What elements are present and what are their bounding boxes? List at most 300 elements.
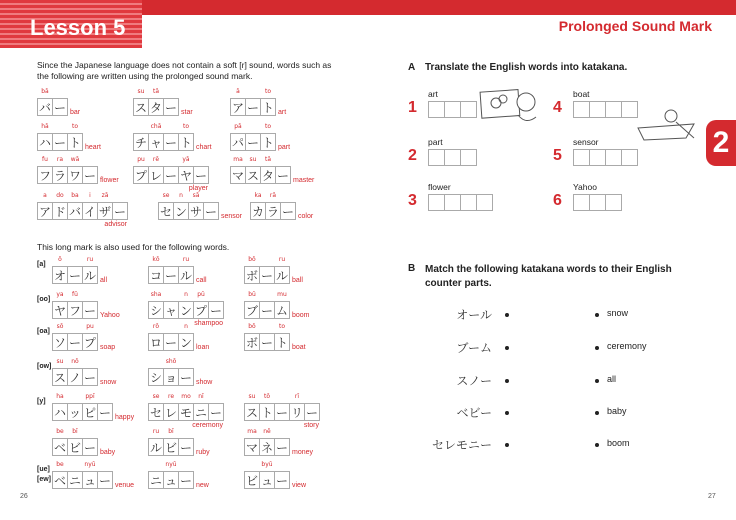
character-cell [178, 291, 194, 319]
match-dot-left[interactable] [505, 443, 509, 447]
character-cell [67, 291, 83, 319]
english-word: new [196, 482, 209, 489]
katakana-item: オール [456, 308, 492, 322]
katakana-char: ッ [68, 405, 81, 420]
katakana-char: マ [245, 440, 258, 455]
reading: bī [168, 428, 174, 435]
english-item: ceremony [607, 341, 647, 351]
character-cell [148, 123, 164, 151]
character-cell [265, 192, 281, 220]
katakana-char: ト [261, 135, 274, 150]
character-cell [67, 403, 83, 421]
katakana-char: ー [164, 100, 177, 115]
answer-box[interactable] [444, 149, 461, 166]
katakana-item: ベビー [456, 406, 492, 420]
english-word: heart [85, 144, 101, 151]
character-cell [275, 166, 291, 184]
reading: shō [165, 358, 177, 365]
item-word: flower [428, 182, 451, 192]
katakana-char: バ [68, 204, 81, 219]
answer-boxes [573, 149, 637, 166]
answer-box[interactable] [589, 101, 606, 118]
reading: tā [152, 88, 160, 95]
reading: to [71, 123, 79, 130]
katakana-word [244, 428, 314, 456]
katakana-char: ー [83, 370, 96, 385]
katakana-word [148, 428, 210, 456]
reading: sha [150, 291, 162, 298]
katakana-char: オ [53, 268, 66, 283]
reading: ppī [85, 393, 95, 400]
english-word: money [292, 449, 314, 456]
english-word: ball [292, 277, 303, 284]
sound-group-label: [ue] [ew] [37, 466, 51, 483]
english-word: color [298, 213, 314, 220]
katakana-char: ト [275, 335, 288, 350]
match-dot-right[interactable] [595, 379, 599, 383]
reading: mo [181, 393, 191, 400]
reading: to [264, 123, 272, 130]
character-cell [163, 133, 179, 151]
character-cell [67, 156, 83, 184]
character-cell [52, 291, 68, 319]
katakana-char: ト [261, 100, 274, 115]
reading: to [264, 88, 272, 95]
exercise-a-letter: A [408, 62, 416, 73]
katakana-item: ブーム [456, 341, 492, 355]
character-cell [244, 291, 260, 319]
character-cell [52, 98, 68, 116]
katakana-char: ー [179, 473, 192, 488]
character-cell [52, 461, 68, 489]
character-cell [259, 266, 275, 284]
katakana-char: ニ [149, 473, 162, 488]
answer-box[interactable] [605, 194, 622, 211]
character-cell [163, 166, 179, 184]
reading: ru [86, 256, 94, 263]
katakana-char: ー [164, 135, 177, 150]
character-cell [97, 471, 113, 489]
reading: rā [269, 192, 277, 199]
item-word: boat [573, 89, 590, 99]
match-dot-left[interactable] [505, 346, 509, 350]
character-cell [67, 266, 83, 284]
katakana-char: ー [305, 405, 318, 420]
katakana-char: ル [83, 268, 96, 283]
character-cell [67, 428, 83, 456]
character-cell [148, 428, 164, 456]
character-cell [230, 156, 246, 184]
katakana-char: タ [149, 100, 162, 115]
reading: rō [152, 323, 160, 330]
item-number: 1 [408, 99, 417, 116]
katakana-item: スノー [456, 374, 492, 388]
character-cell [37, 88, 53, 116]
reading: be [56, 428, 64, 435]
answer-box[interactable] [573, 101, 590, 118]
katakana-char: ソ [53, 335, 66, 350]
reading: be [56, 461, 64, 468]
item-number: 2 [408, 147, 417, 164]
katakana-char: ョ [164, 370, 177, 385]
character-cell [173, 192, 189, 220]
katakana-char: ー [260, 303, 273, 318]
character-cell [250, 192, 266, 220]
katakana-char: ラ [266, 204, 279, 219]
katakana-word [52, 358, 117, 386]
sound-group-label: [oo] [37, 296, 51, 303]
katakana-char: セ [149, 405, 162, 420]
exercise-a-title: Translate the English words into katakana. [425, 62, 628, 73]
character-cell [274, 256, 290, 284]
katakana-char: ー [113, 204, 126, 219]
katakana-char: リ [290, 405, 303, 420]
character-cell [259, 461, 275, 489]
reading: se [152, 393, 160, 400]
reading: rē [152, 156, 160, 163]
english-word: chart [196, 144, 212, 151]
character-cell [244, 393, 260, 421]
katakana-word [133, 156, 208, 192]
character-cell [82, 438, 98, 456]
answer-box[interactable] [428, 149, 445, 166]
reading: fū [72, 291, 78, 298]
katakana-word [148, 461, 209, 489]
katakana-char: ロ [149, 335, 162, 350]
character-cell [82, 461, 98, 489]
character-cell [148, 156, 164, 184]
katakana-char: ー [194, 168, 207, 183]
reading: ba [71, 192, 79, 199]
reading: su [56, 358, 64, 365]
character-cell [245, 156, 261, 184]
english-word: boat [292, 344, 306, 351]
reading: chā [150, 123, 162, 130]
katakana-char: ベ [53, 440, 66, 455]
chapter-tab[interactable]: 2 [706, 120, 736, 166]
character-cell [82, 323, 98, 351]
character-cell [163, 393, 179, 421]
item-number: 5 [553, 147, 562, 164]
match-dot-left[interactable] [505, 411, 509, 415]
katakana-char: ー [179, 440, 192, 455]
answer-box[interactable] [605, 101, 622, 118]
character-cell [37, 156, 53, 184]
answer-box[interactable] [444, 194, 461, 211]
katakana-char: ー [98, 473, 111, 488]
character-cell [82, 166, 98, 184]
answer-box[interactable] [460, 101, 477, 118]
english-word: call [196, 277, 207, 284]
match-dot-right[interactable] [595, 346, 599, 350]
english-word: baby [100, 449, 116, 456]
reading: kō [152, 256, 160, 263]
answer-box[interactable] [476, 194, 493, 211]
katakana-char: バ [38, 100, 51, 115]
katakana-char: シ [149, 370, 162, 385]
answer-boxes [573, 194, 621, 211]
english-word: bar [70, 109, 81, 116]
english-item: all [607, 374, 617, 384]
english-word: loan [196, 344, 210, 351]
reading: ma [233, 156, 243, 163]
katakana-char: ワ [68, 168, 81, 183]
reading: nī [198, 393, 204, 400]
english-word: venue [115, 482, 135, 489]
character-cell [52, 192, 68, 220]
character-cell [274, 291, 290, 319]
character-cell [178, 256, 194, 284]
character-cell [148, 471, 164, 489]
reading: byū [261, 461, 273, 468]
character-cell [274, 438, 290, 456]
item-word: part [428, 137, 443, 147]
english-word: shampoo [194, 320, 223, 327]
character-cell [97, 403, 113, 421]
katakana-char: フ [68, 303, 81, 318]
katakana-char: ー [246, 100, 259, 115]
reading: bā [41, 88, 49, 95]
reading: pū [197, 291, 205, 298]
english-word: ceremony [192, 422, 223, 429]
reading: ru [182, 256, 190, 263]
katakana-word [158, 192, 243, 220]
reading: su [248, 393, 256, 400]
english-item: baby [607, 406, 627, 416]
character-cell [259, 393, 275, 421]
katakana-word [52, 428, 116, 456]
character-cell [244, 428, 260, 456]
reading: ka [254, 192, 262, 199]
katakana-char: ア [231, 100, 244, 115]
item-number: 4 [553, 99, 562, 116]
character-cell [163, 301, 179, 319]
reading: yā [182, 156, 190, 163]
english-word: star [181, 109, 193, 116]
character-cell [289, 393, 305, 421]
character-cell [178, 156, 194, 184]
katakana-word [52, 461, 135, 489]
character-cell [274, 471, 290, 489]
katakana-char: ス [53, 370, 66, 385]
answer-box[interactable] [428, 101, 445, 118]
character-cell [37, 192, 53, 220]
katakana-char: ラ [53, 168, 66, 183]
english-word: soap [100, 344, 116, 351]
reading: bō [248, 256, 256, 263]
character-cell [163, 266, 179, 284]
katakana-word [244, 323, 306, 351]
character-cell [52, 358, 68, 386]
reading: nyū [84, 461, 96, 468]
character-cell [67, 358, 83, 386]
section-title: Prolonged Sound Mark [558, 18, 712, 34]
katakana-char: プ [134, 168, 147, 183]
lesson-tab [0, 0, 142, 48]
character-cell [208, 301, 224, 319]
reading: tō [263, 393, 271, 400]
katakana-word [133, 123, 212, 151]
exercise-b-letter: B [408, 263, 416, 274]
katakana-char: ビ [68, 440, 81, 455]
character-cell [148, 291, 164, 319]
katakana-char: ュ [260, 473, 273, 488]
character-cell [163, 461, 179, 489]
katakana-word [244, 461, 307, 489]
katakana-char: ヤ [179, 168, 192, 183]
katakana-word [37, 123, 101, 151]
item-number: 6 [553, 192, 562, 209]
reading: pā [234, 123, 242, 130]
katakana-char: イ [83, 204, 96, 219]
answer-box[interactable] [605, 149, 622, 166]
answer-boxes [428, 149, 476, 166]
katakana-char: ー [83, 440, 96, 455]
character-cell [259, 428, 275, 456]
reading: ha [56, 393, 64, 400]
katakana-word [244, 393, 319, 429]
katakana-char: ム [275, 303, 288, 318]
katakana-char: ブ [245, 303, 258, 318]
katakana-char: ヤ [53, 303, 66, 318]
match-dot-right[interactable] [595, 443, 599, 447]
reading: bū [248, 291, 256, 298]
sound-group-label: [a] [37, 261, 46, 268]
reading: ma [247, 428, 257, 435]
english-word: snow [100, 379, 117, 386]
character-cell [82, 192, 98, 220]
match-dot-right[interactable] [595, 313, 599, 317]
item-word: sensor [573, 137, 599, 147]
boat-illustration [636, 108, 698, 144]
character-cell [244, 256, 260, 284]
katakana-char: ー [275, 440, 288, 455]
katakana-char: ー [164, 168, 177, 183]
answer-box[interactable] [621, 149, 638, 166]
character-cell [178, 393, 194, 421]
katakana-char: ハ [38, 135, 51, 150]
match-dot-left[interactable] [505, 313, 509, 317]
character-cell [188, 192, 204, 220]
katakana-char: ャ [149, 135, 162, 150]
character-cell [304, 403, 320, 421]
katakana-char: ー [209, 303, 222, 318]
reading: bī [72, 428, 78, 435]
item-number: 3 [408, 192, 417, 209]
katakana-word [230, 88, 287, 116]
katakana-char: ー [260, 268, 273, 283]
katakana-char: ー [98, 405, 111, 420]
katakana-char: ニ [194, 405, 207, 420]
answer-box[interactable] [573, 149, 590, 166]
character-cell [158, 192, 174, 220]
katakana-word [250, 192, 314, 220]
character-cell [244, 471, 260, 489]
intro-text-2: This long mark is also used for the following words. [37, 242, 230, 252]
character-cell [259, 333, 275, 351]
reading: pu [86, 323, 94, 330]
answer-box[interactable] [589, 149, 606, 166]
katakana-char: ニ [68, 473, 81, 488]
answer-box[interactable] [428, 194, 445, 211]
answer-box[interactable] [460, 194, 477, 211]
character-cell [82, 368, 98, 386]
english-item: boom [607, 438, 630, 448]
english-word: flower [100, 177, 119, 184]
character-cell [148, 393, 164, 421]
character-cell [178, 123, 194, 151]
answer-boxes [428, 194, 492, 211]
reading: sō [56, 323, 64, 330]
katakana-word [148, 393, 223, 429]
katakana-char: ャ [164, 303, 177, 318]
answer-box[interactable] [444, 101, 461, 118]
katakana-char: ー [164, 268, 177, 283]
intro-text: Since the Japanese language does not contain a soft [r] sound, words such as the following are written using the prolonged sound mark. [37, 60, 332, 81]
katakana-char: ト [68, 135, 81, 150]
katakana-char: ル [179, 268, 192, 283]
katakana-char: ー [53, 135, 66, 150]
character-cell [67, 192, 83, 220]
reading: tā [264, 156, 272, 163]
character-cell [274, 323, 290, 351]
katakana-char: セ [159, 204, 172, 219]
answer-box[interactable] [460, 149, 477, 166]
character-cell [163, 333, 179, 351]
katakana-char: ー [179, 370, 192, 385]
english-item: snow [607, 308, 629, 318]
answer-boxes [573, 101, 637, 118]
katakana-char: ー [83, 168, 96, 183]
katakana-char: ュ [83, 473, 96, 488]
character-cell [230, 123, 246, 151]
character-cell [148, 323, 164, 351]
english-word: sensor [221, 213, 243, 220]
reading: nō [71, 358, 79, 365]
character-cell [245, 98, 261, 116]
katakana-char: ー [209, 405, 222, 420]
katakana-char: チ [134, 135, 147, 150]
katakana-char: ス [246, 168, 259, 183]
reading: zā [101, 192, 109, 199]
sound-group-label: [y] [37, 398, 46, 405]
match-dot-right[interactable] [595, 411, 599, 415]
katakana-word [244, 291, 310, 319]
character-cell [178, 323, 194, 351]
katakana-char: ル [149, 440, 162, 455]
answer-box[interactable] [573, 194, 590, 211]
sound-group-label: [oa] [37, 328, 50, 335]
answer-box[interactable] [589, 194, 606, 211]
katakana-char: コ [149, 268, 162, 283]
match-dot-left[interactable] [505, 379, 509, 383]
reading: a [43, 192, 47, 199]
katakana-char: タ [261, 168, 274, 183]
english-word: player [188, 185, 208, 192]
katakana-char: ボ [245, 335, 258, 350]
character-cell [148, 88, 164, 116]
character-cell [163, 428, 179, 456]
english-word: master [293, 177, 315, 184]
katakana-char: プ [83, 335, 96, 350]
katakana-word [230, 123, 291, 151]
character-cell [97, 192, 113, 220]
character-cell [274, 403, 290, 421]
reading: bō [248, 323, 256, 330]
katakana-char: ピ [83, 405, 96, 420]
reading: i [89, 192, 91, 199]
katakana-char: ザ [98, 204, 111, 219]
